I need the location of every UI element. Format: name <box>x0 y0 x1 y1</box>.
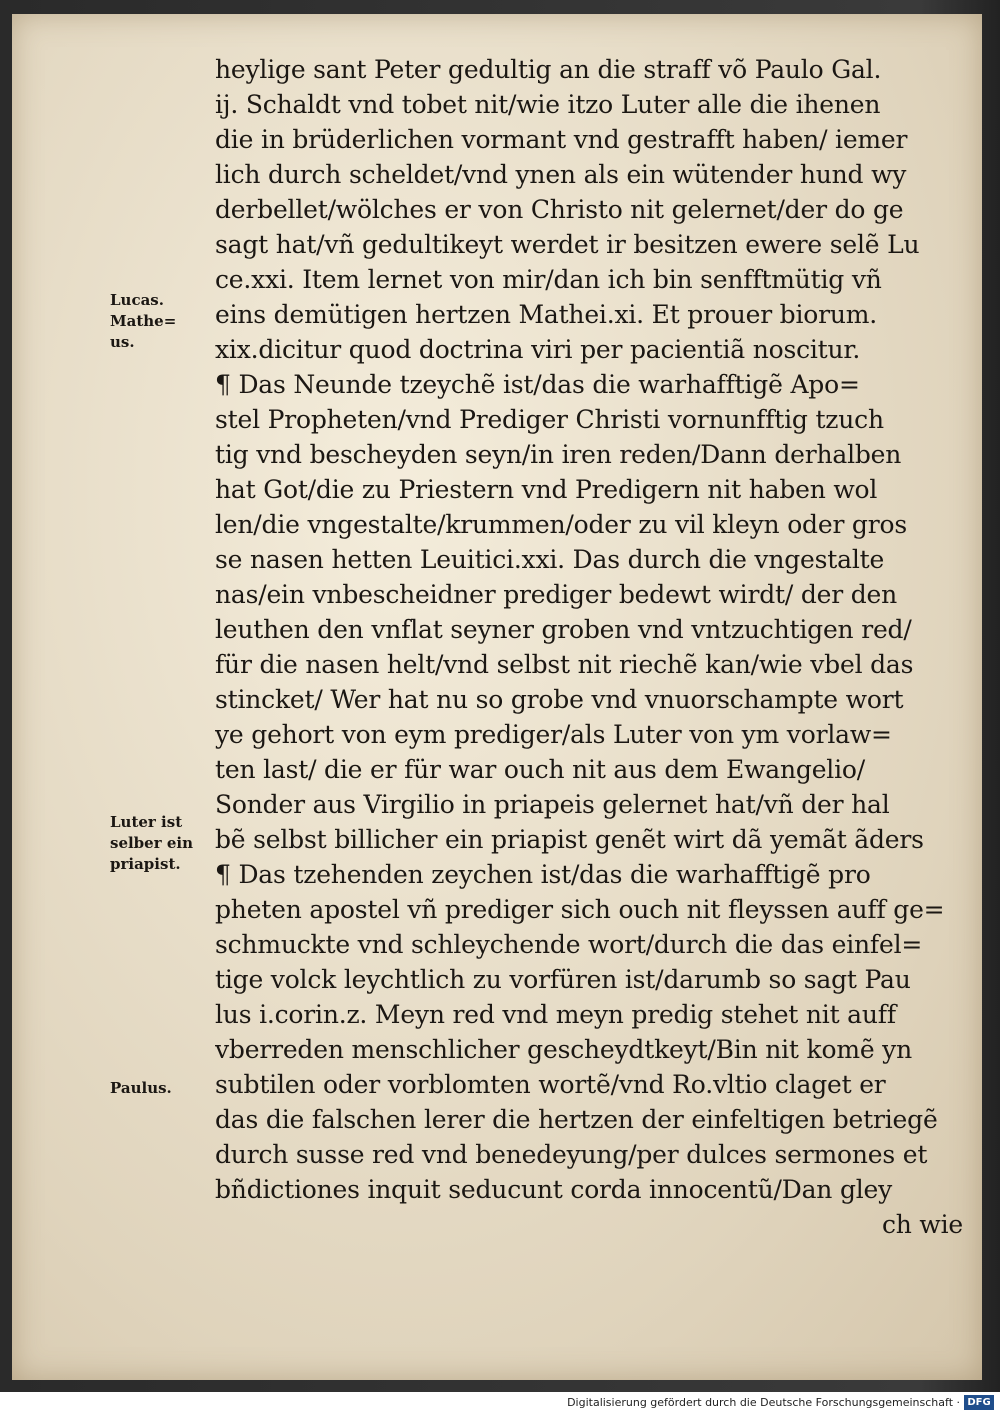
book-page <box>12 14 982 1380</box>
text-line: tig vnd bescheyden seyn/in iren reden/Dann derhalben <box>215 440 902 469</box>
text-line: lich durch scheldet/vnd ynen als ein wütender hund wy <box>215 160 907 189</box>
margin-note-line: Mathe= <box>110 312 177 330</box>
text-line: bẽ selbst billicher ein priapist genẽt wirt dã yemãt ãders <box>215 825 924 854</box>
main-text-block <box>215 52 967 1242</box>
text-line: xix.dicitur quod doctrina viri per pacientiã noscitur. <box>215 335 861 364</box>
text-line: ¶ Das tzehenden zeychen ist/das die warhafftigẽ pro <box>215 860 871 889</box>
dfg-logo: DFG <box>964 1395 994 1410</box>
text-line: eins demütigen hertzen Mathei.xi. Et prouer biorum. <box>215 300 878 329</box>
text-line: heylige sant Peter gedultig an die straff võ Paulo Gal. <box>215 55 882 84</box>
text-line: se nasen hetten Leuitici.xxi. Das durch die vngestalte <box>215 545 885 574</box>
margin-note-line: priapist. <box>110 855 181 873</box>
text-line: nas/ein vnbescheidner prediger bedewt wirdt/ der den <box>215 580 898 609</box>
text-line: subtilen oder vorblomten wortẽ/vnd Ro.vltio claget er <box>215 1070 886 1099</box>
text-line: für die nasen helt/vnd selbst nit riechẽ kan/wie vbel das <box>215 650 914 679</box>
text-line: pheten apostel vñ prediger sich ouch nit fleyssen auff ge= <box>215 895 945 924</box>
text-line: stel Propheten/vnd Prediger Christi vornunfftig tzuch <box>215 405 884 434</box>
margin-note-line: Paulus. <box>110 1079 172 1097</box>
margin-note-line: selber ein <box>110 834 193 852</box>
funding-credit: Digitalisierung gefördert durch die Deutsche Forschungsgemeinschaft · <box>567 1396 960 1409</box>
text-line: hat Got/die zu Priestern vnd Predigern nit haben wol <box>215 475 878 504</box>
catchword-line: ch wie <box>881 1210 963 1239</box>
text-line: stincket/ Wer hat nu so grobe vnd vnuorschampte wort <box>215 685 904 714</box>
text-line: lus i.corin.z. Meyn red vnd meyn predig stehet nit auff <box>215 1000 896 1029</box>
footer-bar <box>0 1392 1000 1414</box>
margin-note-paulus <box>110 1078 216 1099</box>
margin-note-line: Luter ist <box>110 813 183 831</box>
text-line: ¶ Das Neunde tzeychẽ ist/das die warhafftigẽ Apo= <box>215 370 860 399</box>
text-line: vberreden menschlicher gescheydtkeyt/Bin nit komẽ yn <box>215 1035 912 1064</box>
text-line: sagt hat/vñ gedultikeyt werdet ir besitzen ewere selẽ Lu <box>215 230 920 259</box>
text-line: derbellet/wölches er von Christo nit gelernet/der do ge <box>215 195 904 224</box>
text-line: bñdictiones inquit seducunt corda innocentũ/Dan gley <box>215 1175 893 1204</box>
text-line: leuthen den vnflat seyner groben vnd vntzuchtigen red/ <box>215 615 912 644</box>
text-line: das die falschen lerer die hertzen der einfeltigen betriegẽ <box>215 1105 938 1134</box>
text-line: ce.xxi. Item lernet von mir/dan ich bin senfftmütig vñ <box>215 265 882 294</box>
text-line: schmuckte vnd schleychende wort/durch die das einfel= <box>215 930 923 959</box>
margin-note-line: Lucas. <box>110 291 164 309</box>
text-line: Sonder aus Virgilio in priapeis gelernet hat/vñ der hal <box>215 790 890 819</box>
text-line: durch susse red vnd benedeyung/per dulces sermones et <box>215 1140 928 1169</box>
margin-note-luter <box>110 812 216 875</box>
text-line: tige volck leychtlich zu vorfüren ist/darumb so sagt Pau <box>215 965 911 994</box>
text-line: ij. Schaldt vnd tobet nit/wie itzo Luter alle die ihenen <box>215 90 881 119</box>
text-line: len/die vngestalte/krummen/oder zu vil kleyn oder gros <box>215 510 907 539</box>
text-line: die in brüderlichen vormant vnd gestrafft haben/ iemer <box>215 125 908 154</box>
text-line: ye gehort von eym prediger/als Luter von ym vorlaw= <box>215 720 892 749</box>
text-line: ten last/ die er für war ouch nit aus dem Ewangelio/ <box>215 755 865 784</box>
margin-note-lucas <box>110 290 216 353</box>
margin-note-line: us. <box>110 333 135 351</box>
